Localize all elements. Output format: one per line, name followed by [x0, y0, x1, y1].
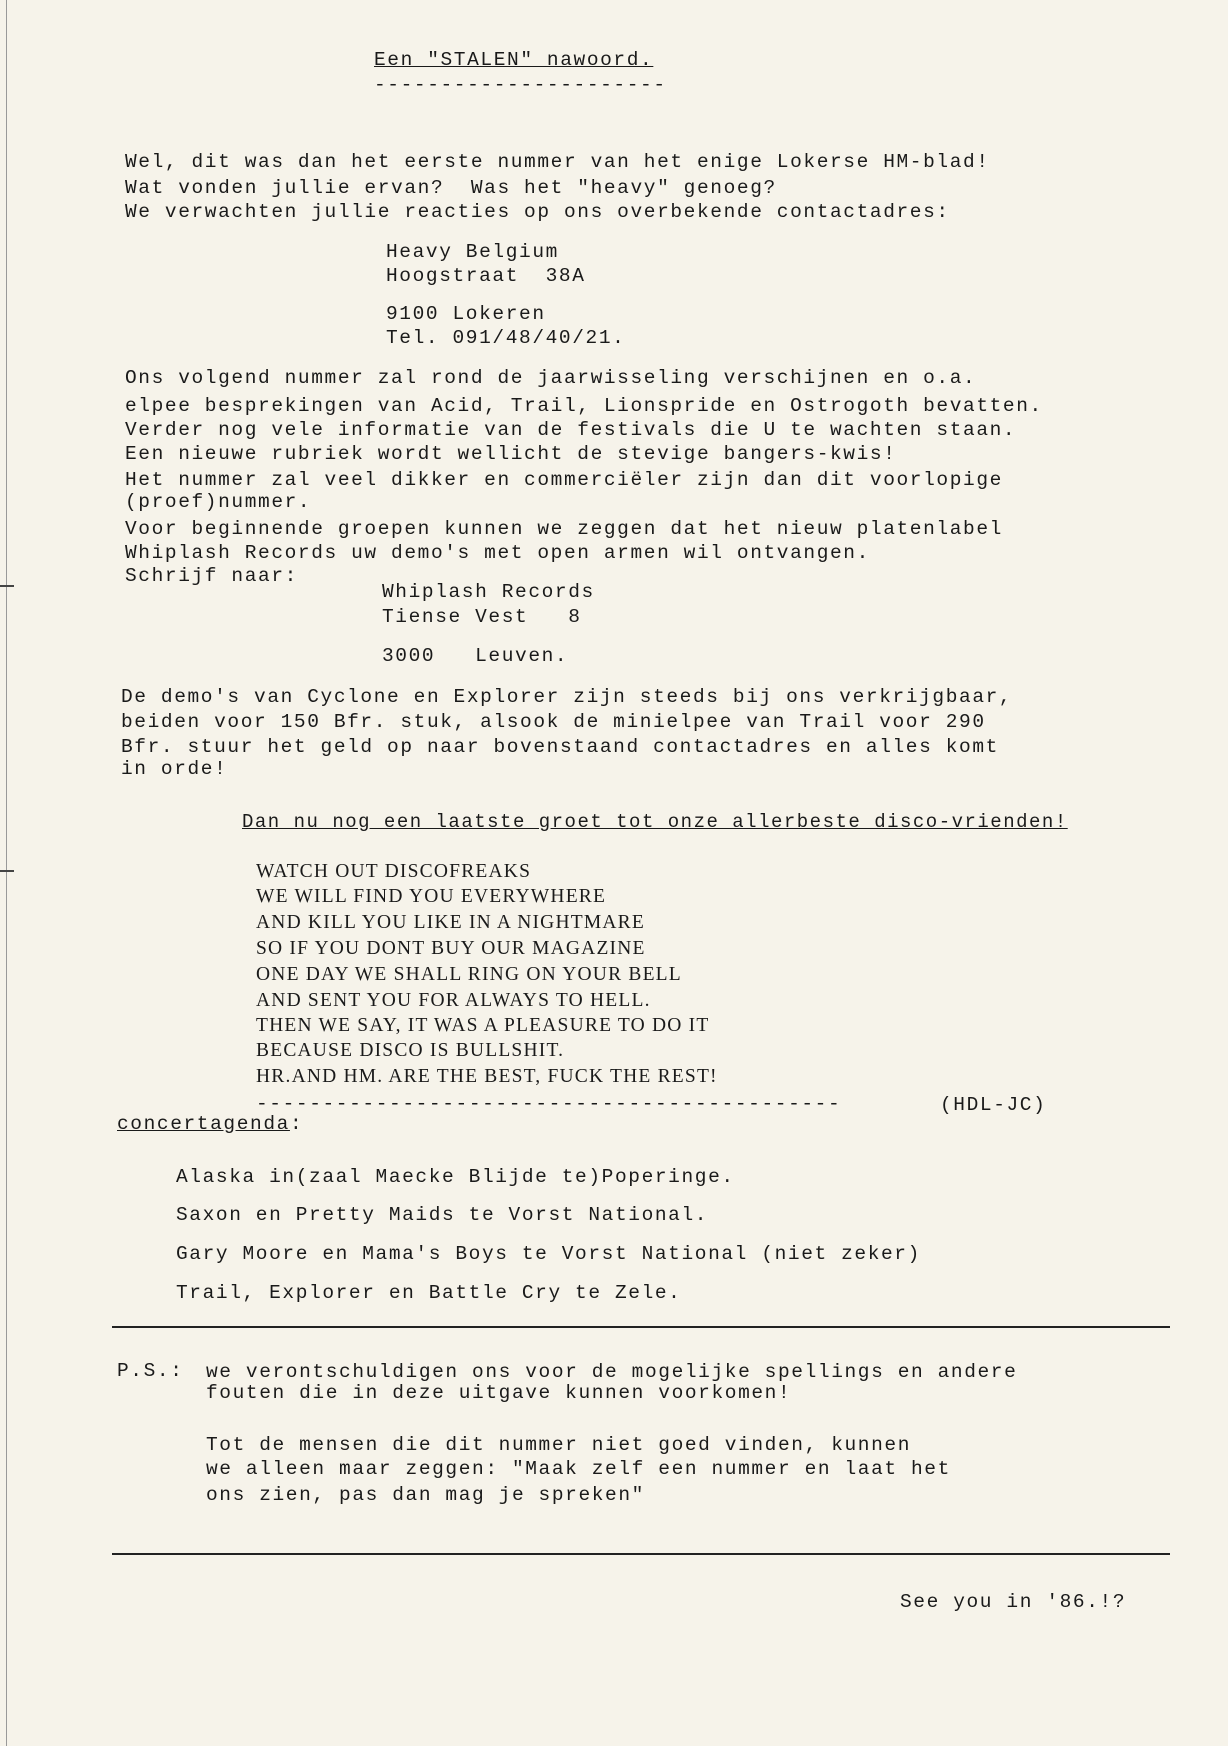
address-line: 9100 Lokeren: [386, 303, 546, 325]
margin-mark: [0, 585, 14, 587]
intro-line: We verwachten jullie reacties op ons overbekende contactadres:: [125, 201, 950, 223]
page-edge: [6, 0, 7, 1746]
poem-line: WE WILL FIND YOU EVERYWHERE: [256, 886, 607, 907]
concert-item: Gary Moore en Mama's Boys te Vorst National (niet zeker): [176, 1243, 921, 1265]
paragraph-line: Het nummer zal veel dikker en commerciëler zijn dan dit voorlopige: [125, 469, 1003, 491]
paragraph-line: Schrijf naar:: [125, 565, 298, 587]
paragraph-line: Een nieuwe rubriek wordt wellicht de stevige bangers-kwis!: [125, 443, 897, 465]
margin-mark: [0, 870, 14, 872]
signature: (HDL-JC): [940, 1094, 1047, 1116]
paragraph-line: (proef)nummer.: [125, 491, 312, 513]
poem-line: HR.AND HM. ARE THE BEST, FUCK THE REST!: [256, 1066, 718, 1087]
paragraph-line: elpee besprekingen van Acid, Trail, Lionspride en Ostrogoth bevatten.: [125, 395, 1043, 417]
ps-line: we verontschuldigen ons voor de mogelijke spellings en andere: [206, 1361, 1018, 1383]
concert-item: Alaska in(zaal Maecke Blijde te)Poperinge.: [176, 1166, 735, 1188]
poem-line: ONE DAY WE SHALL RING ON YOUR BELL: [256, 964, 682, 985]
intro-line: Wel, dit was dan het eerste nummer van het enige Lokerse HM-blad!: [125, 151, 990, 173]
address-line: Tel. 091/48/40/21.: [386, 327, 626, 349]
concert-heading: [117, 1112, 303, 1136]
paragraph-line: Ons volgend nummer zal rond de jaarwisseling verschijnen en o.a.: [125, 367, 977, 389]
title-underline: ----------------------: [374, 74, 667, 96]
paragraph-line: De demo's van Cyclone en Explorer zijn steeds bij ons verkrijgbaar,: [121, 686, 1013, 708]
concert-heading-text: concertagenda: [117, 1113, 290, 1135]
paragraph-line: in orde!: [121, 758, 228, 780]
poem-line: BECAUSE DISCO IS BULLSHIT.: [256, 1040, 565, 1061]
page-title: Een "STALEN" nawoord.: [374, 49, 654, 71]
intro-line: Wat vonden jullie ervan? Was het "heavy" genoeg?: [125, 177, 777, 199]
concert-item: Trail, Explorer en Battle Cry te Zele.: [176, 1282, 682, 1304]
closing-line: Tot de mensen die dit nummer niet goed vinden, kunnen: [206, 1434, 912, 1456]
paragraph-line: Whiplash Records uw demo's met open armen wil ontvangen.: [125, 542, 870, 564]
closing-line: we alleen maar zeggen: "Maak zelf een nummer en laat het: [206, 1458, 951, 1480]
ps-label: P.S.:: [117, 1360, 184, 1382]
signature-rule: --------------------------------------------: [256, 1093, 842, 1115]
address-line: Hoogstraat 38A: [386, 265, 586, 287]
address-line: Tiense Vest 8: [382, 606, 582, 628]
poem-line: WATCH OUT DISCOFREAKS: [256, 861, 532, 882]
ps-line: fouten die in deze uitgave kunnen voorkomen!: [206, 1382, 792, 1404]
concert-heading-colon: :: [289, 1113, 304, 1135]
address-line: Heavy Belgium: [386, 241, 559, 263]
disco-heading: Dan nu nog een laatste groet tot onze allerbeste disco-vrienden!: [242, 811, 1068, 833]
paragraph-line: Voor beginnende groepen kunnen we zeggen dat het nieuw platenlabel: [125, 518, 1003, 540]
address-line: Whiplash Records: [382, 581, 595, 603]
closing-line: ons zien, pas dan mag je spreken": [206, 1484, 645, 1506]
signoff: See you in '86.!?: [900, 1591, 1127, 1613]
paragraph-line: Bfr. stuur het geld op naar bovenstaand contactadres en alles komt: [121, 736, 999, 758]
poem-line: AND SENT YOU FOR ALWAYS TO HELL.: [256, 990, 651, 1011]
poem-line: SO IF YOU DONT BUY OUR MAGAZINE: [256, 938, 646, 959]
address-line: 3000 Leuven.: [382, 645, 569, 667]
concert-item: Saxon en Pretty Maids te Vorst National.: [176, 1204, 709, 1226]
section-divider: [112, 1326, 1170, 1328]
section-divider: [112, 1553, 1170, 1555]
poem-line: THEN WE SAY, IT WAS A PLEASURE TO DO IT: [256, 1015, 710, 1036]
paragraph-line: beiden voor 150 Bfr. stuk, alsook de minielpee van Trail voor 290: [121, 711, 986, 733]
paragraph-line: Verder nog vele informatie van de festivals die U te wachten staan.: [125, 419, 1017, 441]
poem-line: AND KILL YOU LIKE IN A NIGHTMARE: [256, 912, 645, 933]
